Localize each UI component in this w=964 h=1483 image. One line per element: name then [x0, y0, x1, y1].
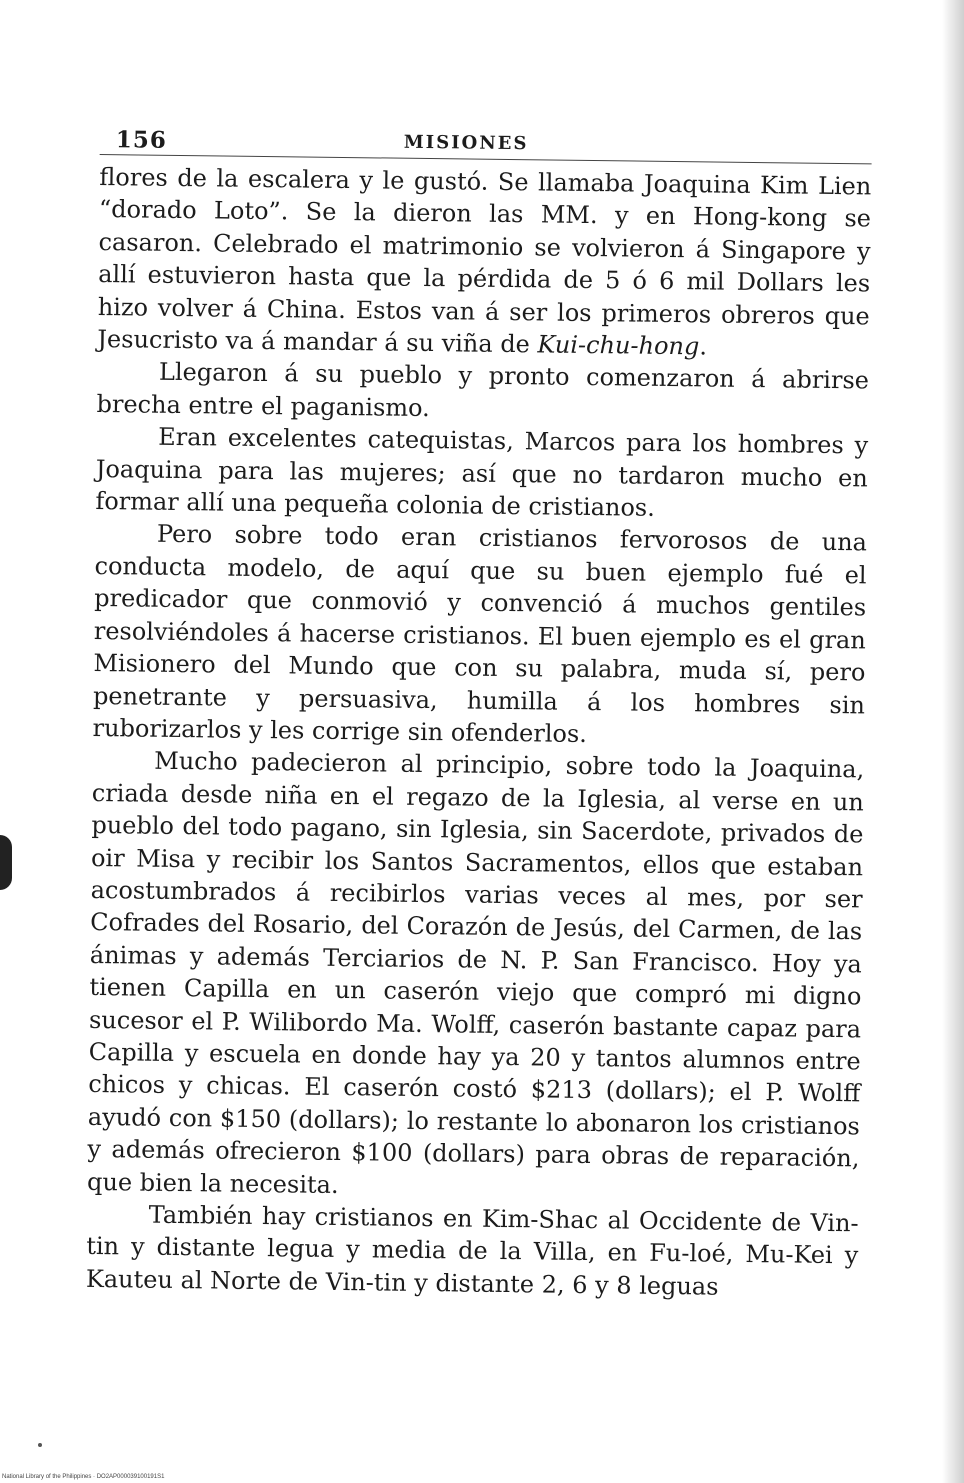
library-stamp: National Library of the Philippines · DO2AP000039100191S1 — [2, 1474, 165, 1480]
book-page — [86, 126, 872, 1305]
paragraph-continued — [97, 161, 871, 365]
page-body — [86, 161, 872, 1305]
scan-edge-shadow — [942, 0, 964, 1483]
scan-speck — [38, 1443, 42, 1447]
section-title: MISIONES — [403, 131, 529, 155]
paragraph-text: flores de la escalera y le gustó. Se llamaba Joaquina Kim Lien “dorado Loto”. Se la dieron las MM. y en Hong-kong se casaron. Celebrado el matrimonio se volvieron á Singapore y allí estuvieron hasta que la pérdida de 5 ó 6 mil Dollars les hizo volver á China. Estos van á ser los primeros obreros que Jesucristo va á mandar á su viña de — [97, 162, 872, 359]
paragraph: Llegaron á su pueblo y pronto comenzaron á abrirse brecha entre el paganismo. — [96, 358, 870, 422]
paragraph: También hay cristianos en Kim-Shac al Occidente de Vin-tin y distante legua y media de la Villa, en Fu-loé, Mu-Kei y Kauteu al Norte de Vin-tin y distante 2, 6 y 8 leguas — [85, 1200, 859, 1301]
page-number: 156 — [115, 126, 168, 154]
paragraph: Pero sobre todo eran cristianos fervorosos de una conducta modelo, de aquí que su buen ejemplo fué el predicador que conmovió y convenció á muchos gentiles resolviéndoles á hacerse cristianos. El buen ejemplo es el gran Misionero del Mundo que con su palabra, muda sí, pero penetrante y persuasiva, humilla á los hombres sin ruborizarlos y les corrige sin ofenderlos. — [92, 520, 868, 748]
paragraph: Eran excelentes catequistas, Marcos para los hombres y Joaquina para las mujeres; así que no tardaron mucho en formar allí una pequeña colonia de cristianos. — [95, 422, 869, 522]
paragraph-end: . — [699, 332, 708, 361]
place-name-italic: Kui-chu-hong — [537, 330, 700, 361]
running-header — [100, 126, 872, 164]
binding-mark — [0, 835, 12, 890]
paragraph: Mucho padecieron al principio, sobre todo la Joaquina, criada desde niña en el regazo de la Iglesia, al verse en un pueblo del todo pagano, sin Iglesia, sin Sacerdote, privados de oir Misa y recibir los Santos Sacramentos, ellos que estaban acostumbrados á recibirlos varias veces al mes, por ser Cofrades del Rosario, del Corazón de Jesús, del Carmen, de las ánimas y además Terciarios de N. P. San Francisco. Hoy ya tienen Capilla en un caserón viejo que compró mi digno sucesor el P. Wilibordo Ma. Wolff, caserón bastante capaz para Capilla y escuela en donde hay ya 20 y tantos alumnos entre chicos y chicas. El caserón costó $213 (dollars); el P. Wolff ayudó con $150 (dollars); lo restante lo abonaron los cristianos y además ofrecieron $100 (dollars) para obras de reparación, que bien la necesita. — [86, 747, 865, 1199]
